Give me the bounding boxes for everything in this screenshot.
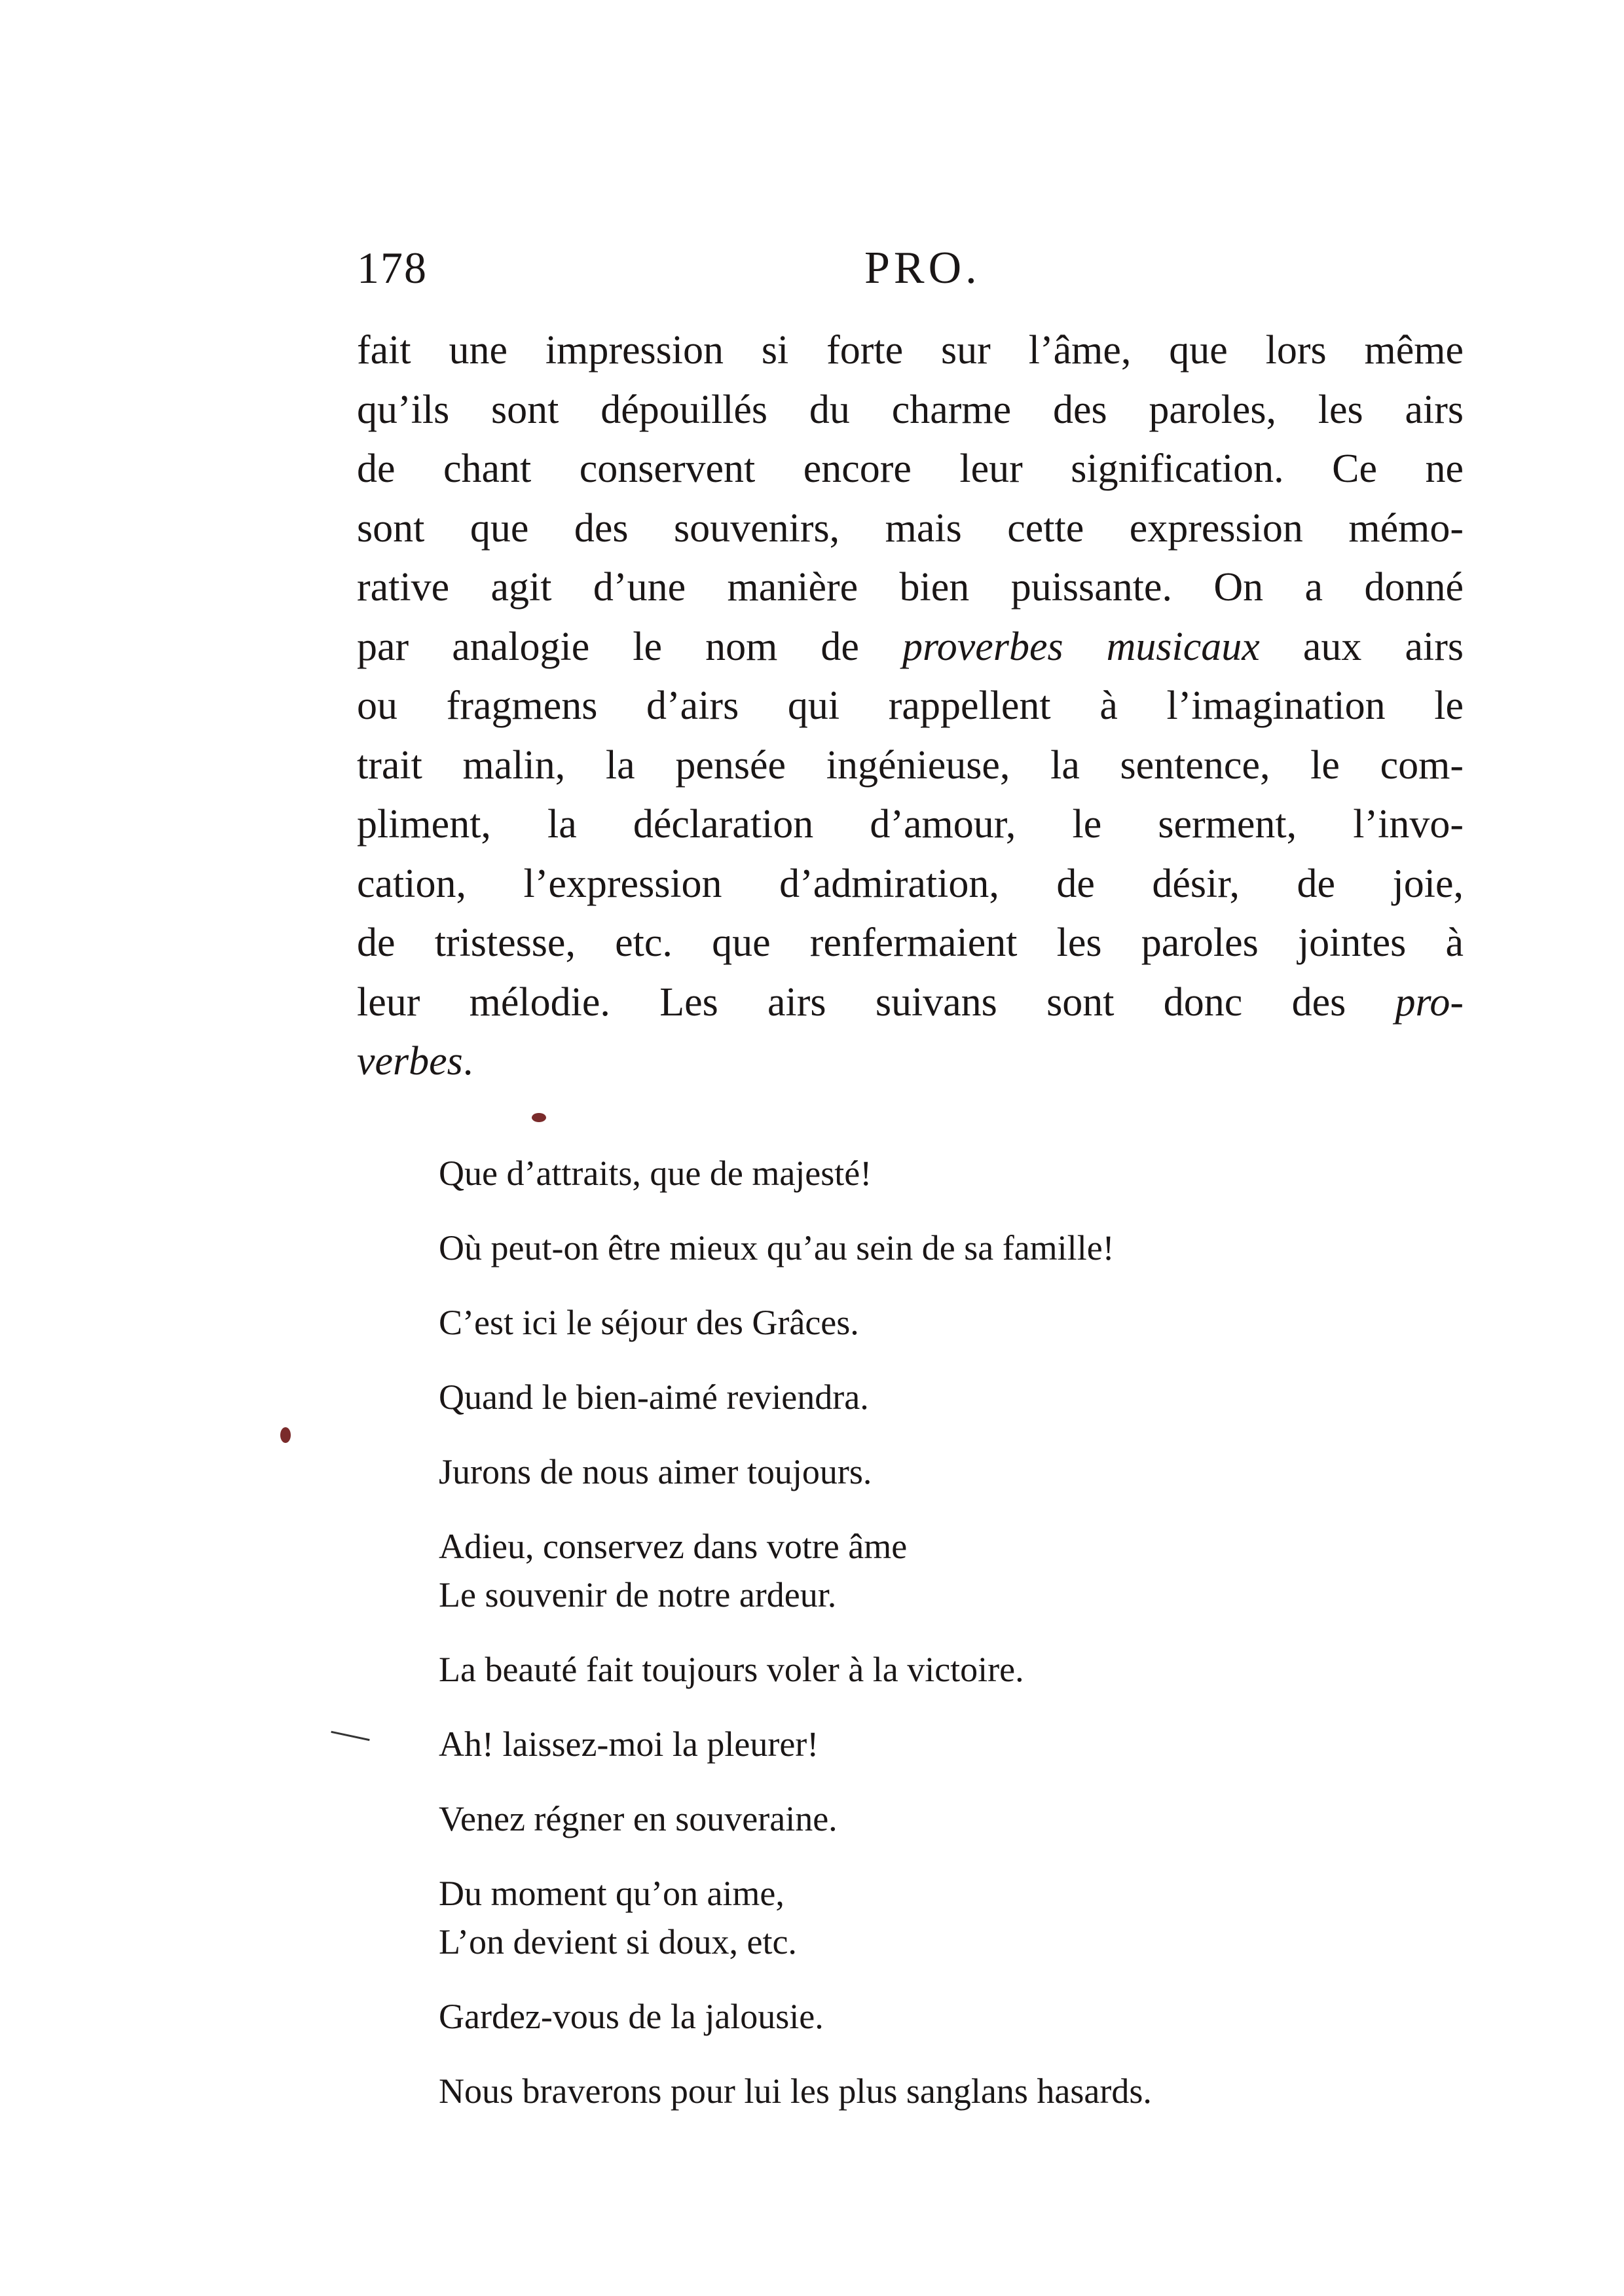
proverb-line: Où peut-on être mieux qu’au sein de sa famille!: [439, 1228, 1115, 1267]
proverb-entry: [439, 1448, 1421, 1496]
ink-stain-mark: [532, 1113, 546, 1122]
italic-term: pro-: [1395, 979, 1464, 1025]
text-line: [357, 1032, 1464, 1091]
italic-term: verbes: [357, 1039, 463, 1084]
text-line: [357, 617, 1464, 677]
proverb-entry: [439, 1795, 1421, 1843]
proverb-entry: [439, 1992, 1421, 2041]
proverb-entry: [439, 1149, 1421, 1197]
line-text: ou fragmens d’airs qui rappellent à l’imagination le: [357, 683, 1464, 728]
text-line: [357, 973, 1464, 1032]
page-number: 178: [357, 243, 428, 293]
proverb-line: C’est ici le séjour des Grâces.: [439, 1303, 859, 1342]
text-line: [357, 321, 1464, 380]
text-line: [357, 439, 1464, 499]
text-line: [357, 380, 1464, 440]
line-text: leur mélodie. Les airs suivans sont donc des: [357, 979, 1395, 1025]
proverb-entry: [439, 1522, 1421, 1619]
text-line: [357, 736, 1464, 795]
body-paragraph: [357, 321, 1464, 1091]
text-line: [357, 558, 1464, 617]
italic-term: proverbes musicaux: [902, 624, 1260, 669]
proverb-entry: [439, 2067, 1421, 2115]
text-line: [357, 499, 1464, 558]
text-line: [357, 854, 1464, 914]
running-head: [357, 242, 1464, 314]
running-title: PRO.: [864, 243, 981, 293]
proverb-line: Que d’attraits, que de majesté!: [439, 1154, 872, 1193]
proverb-entry: [439, 1869, 1421, 1966]
ink-stain-mark: [280, 1427, 291, 1443]
line-text: fait une impression si forte sur l’âme, que lors même: [357, 328, 1464, 373]
line-text: aux airs: [1259, 624, 1464, 669]
proverb-line: Gardez-vous de la jalousie.: [439, 1997, 824, 2036]
proverb-line: Venez régner en souveraine.: [439, 1799, 838, 1838]
line-text: par analogie le nom de: [357, 624, 902, 669]
proverb-line: Quand le bien-aimé reviendra.: [439, 1377, 869, 1417]
proverb-line: Le souvenir de notre ardeur.: [439, 1575, 837, 1614]
line-text: de chant conservent encore leur signification. Ce ne: [357, 446, 1464, 491]
proverb-line: Nous braverons pour lui les plus sanglans hasards.: [439, 2071, 1152, 2111]
proverb-entry: [439, 1224, 1421, 1272]
line-text: trait malin, la pensée ingénieuse, la sentence, le com-: [357, 742, 1464, 788]
pencil-mark: [331, 1731, 369, 1741]
line-text: cation, l’expression d’admiration, de désir, de joie,: [357, 861, 1464, 906]
text-line: [357, 676, 1464, 736]
line-text: sont que des souvenirs, mais cette expression mémo-: [357, 505, 1464, 551]
text-line: [357, 913, 1464, 973]
line-text: qu’ils sont dépouillés du charme des paroles, les airs: [357, 387, 1464, 432]
proverb-line: Adieu, conservez dans votre âme: [439, 1527, 908, 1566]
proverb-entry: [439, 1720, 1421, 1768]
line-text: .: [462, 1039, 473, 1084]
proverb-list: [439, 1149, 1421, 2141]
line-text: pliment, la déclaration d’amour, le serment, l’invo-: [357, 802, 1464, 847]
proverb-line: Ah! laissez-moi la pleurer!: [439, 1724, 819, 1764]
line-text: de tristesse, etc. que renfermaient les paroles jointes à: [357, 920, 1464, 965]
proverb-line: La beauté fait toujours voler à la victoire.: [439, 1650, 1024, 1689]
proverb-line: Du moment qu’on aime,: [439, 1874, 784, 1913]
line-text: rative agit d’une manière bien puissante. On a donné: [357, 565, 1464, 610]
proverb-entry: [439, 1645, 1421, 1694]
proverb-line: L’on devient si doux, etc.: [439, 1922, 797, 1961]
proverb-line: Jurons de nous aimer toujours.: [439, 1452, 872, 1491]
proverb-entry: [439, 1298, 1421, 1347]
text-line: [357, 795, 1464, 854]
proverb-entry: [439, 1373, 1421, 1421]
